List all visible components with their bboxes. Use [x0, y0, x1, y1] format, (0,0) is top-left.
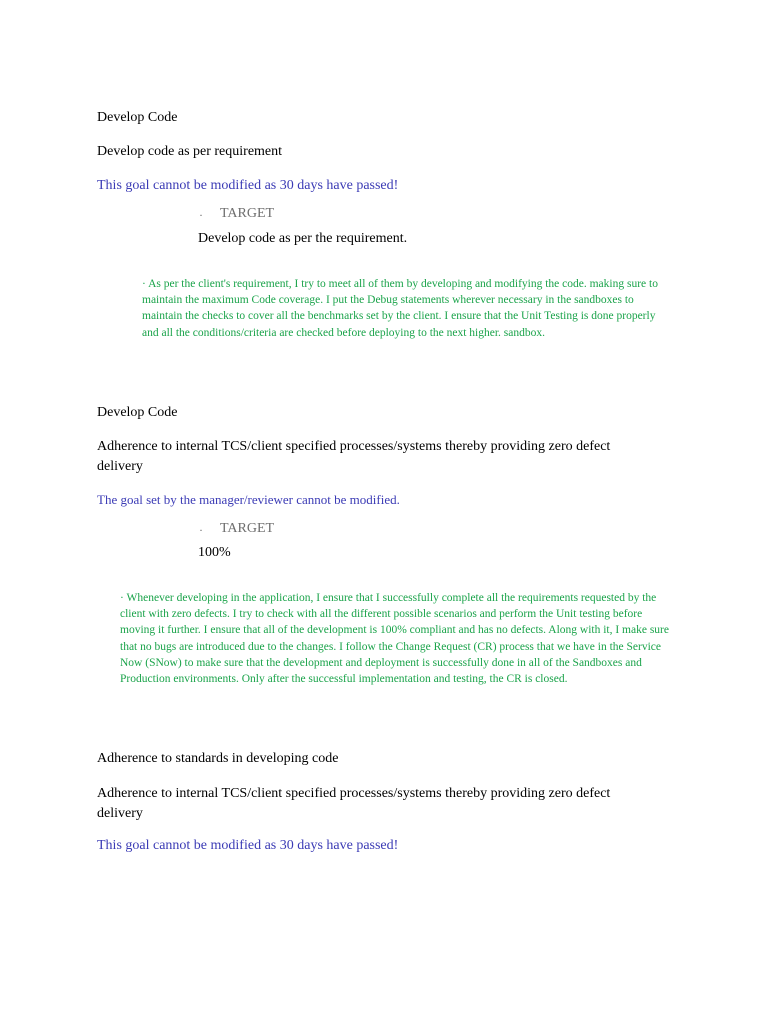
target-value: Develop code as per the requirement. [198, 231, 408, 246]
goal-notice: This goal cannot be modified as 30 days have passed! [97, 838, 399, 853]
bullet-icon: · [120, 592, 124, 604]
bullet-icon: · [199, 208, 203, 222]
goal-notice: This goal cannot be modified as 30 days have passed! [97, 178, 399, 193]
target-label: TARGET [220, 521, 275, 536]
goal-title: Adherence to standards in developing code [97, 751, 339, 766]
goal-title: Develop Code [97, 405, 178, 420]
bullet-icon: · [199, 523, 203, 537]
target-value: 100% [198, 545, 231, 560]
goal-description: Develop code as per requirement [97, 144, 283, 159]
goal-comment [120, 590, 678, 687]
bullet-icon: · [142, 278, 146, 290]
goal-description: Adherence to internal TCS/client specified processes/systems thereby providing zero defect delivery [97, 439, 611, 474]
goal-title: Develop Code [97, 110, 178, 125]
goal-comment [142, 276, 662, 341]
goal-comment-text: Whenever developing in the application, I ensure that I successfully complete all the requirements requested by the client with zero defects. I try to check with all the different possible scenarios and perform the Unit testing before moving it further. I ensure that all of the development is 100% compliant and has no defects. Along with it, I make sure that no bugs are introduced due to the changes. I follow the Change Request (CR) process that we have in the Service Now (SNow) to make sure that the development and deployment is successfully done in all of the Sandboxes and Production environments. Only after the successful implementation and testing, the CR is closed. [120, 592, 669, 686]
goal-description: Adherence to internal TCS/client specified processes/systems thereby providing zero defect delivery [97, 786, 611, 821]
target-label: TARGET [220, 206, 275, 221]
goal-comment-text: As per the client's requirement, I try to meet all of them by developing and modifying the code. making sure to maintain the maximum Code coverage. I put the Debug statements wherever necessary in the sandboxes to maintain the checks to cover all the benchmarks set by the client. I ensure that the Unit Testing is done properly and all the conditions/criteria are checked before deploying to the next higher. sandbox. [142, 278, 658, 339]
goal-notice: The goal set by the manager/reviewer cannot be modified. [97, 492, 400, 507]
